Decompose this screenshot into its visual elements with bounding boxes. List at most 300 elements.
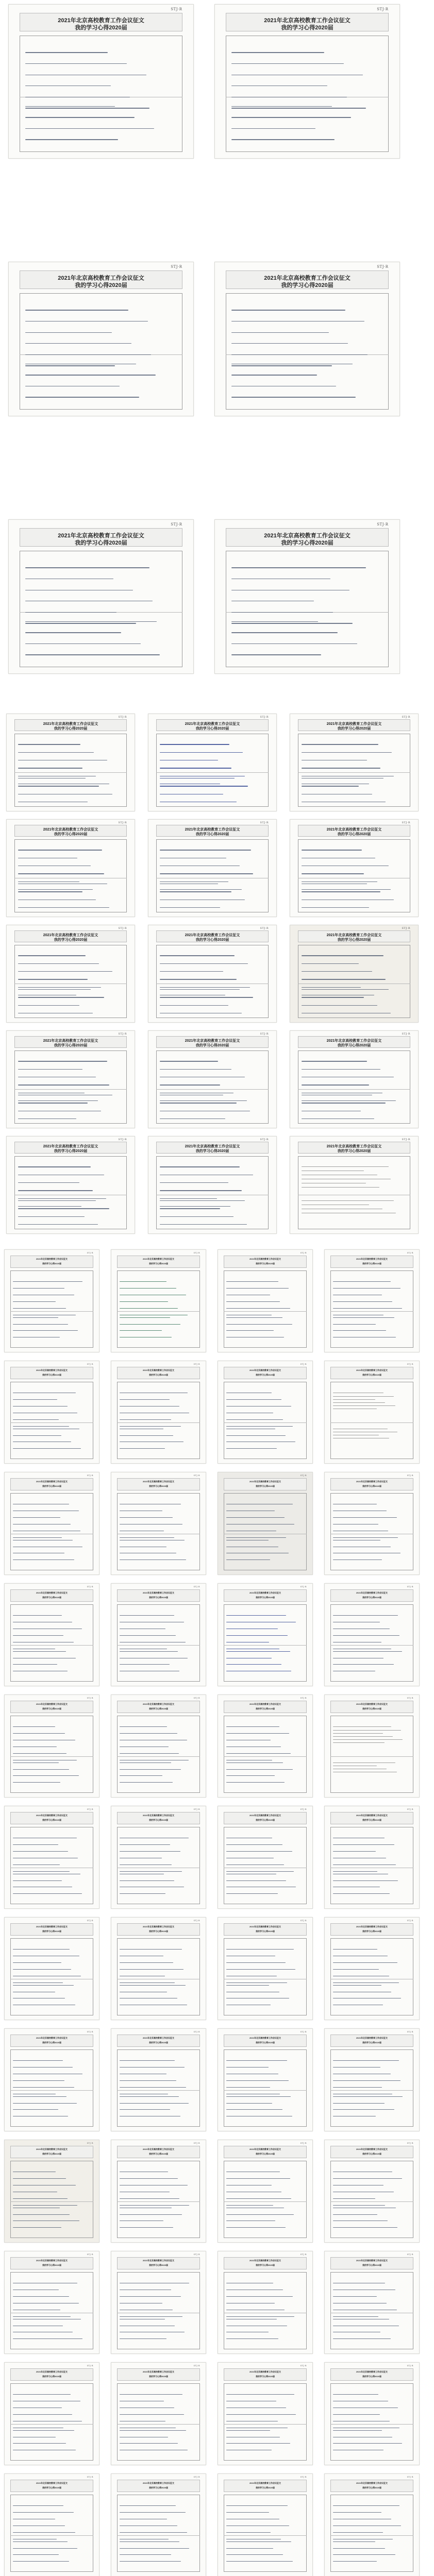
handwriting-stroke: [25, 654, 160, 655]
handwriting-stroke: [18, 891, 82, 892]
handwritten-answer: [18, 884, 122, 907]
handwriting-stroke: [231, 654, 321, 655]
form-subtitle: 我的学习心得2020届: [256, 1819, 275, 1822]
handwritten-answer: [226, 1393, 303, 1421]
worksheet-page: [4, 2140, 99, 2243]
section-divider: [10, 1311, 93, 1312]
handwriting-stroke: [333, 1402, 385, 1403]
school-logo: STJ·R: [300, 2142, 307, 2144]
handwritten-answer: [120, 1949, 196, 1977]
handwritten-answer: [18, 1200, 122, 1224]
school-logo: STJ·R: [193, 2030, 201, 2033]
handwriting-stroke: [226, 1982, 287, 1983]
handwritten-answer: [18, 955, 122, 982]
school-logo: STJ·R: [407, 1808, 414, 1810]
school-logo: STJ·R: [193, 2142, 201, 2144]
handwriting-stroke: [333, 2080, 400, 2081]
school-logo: STJ·R: [407, 1363, 414, 1365]
handwriting-stroke: [120, 2103, 188, 2104]
worksheet-page: [111, 1694, 206, 1798]
handwriting-stroke: [120, 1317, 170, 1318]
handwriting-stroke: [302, 963, 358, 964]
handwritten-answer: [120, 1874, 196, 1899]
form-subtitle: 我的学习心得2020届: [195, 938, 229, 942]
handwritten-answer: [333, 2505, 409, 2534]
handwriting-stroke: [333, 1851, 376, 1852]
handwriting-stroke: [120, 1435, 173, 1436]
handwriting-stroke: [120, 1871, 181, 1872]
section-divider: [10, 2535, 93, 2536]
school-logo: STJ·R: [407, 2142, 414, 2144]
worksheet-page: [218, 1917, 313, 2020]
form-title-box: [330, 2146, 413, 2158]
handwriting-stroke: [13, 1537, 62, 1538]
form-subtitle: 我的学习心得2020届: [195, 1149, 229, 1153]
handwriting-stroke: [226, 1651, 290, 1652]
handwriting-stroke: [333, 1742, 384, 1743]
school-logo: STJ·R: [193, 1363, 201, 1365]
handwritten-answer: [18, 1061, 122, 1088]
handwriting-stroke: [231, 632, 338, 633]
handwritten-answer: [120, 2283, 196, 2311]
handwritten-answer: [226, 2208, 303, 2232]
worksheet-page: [111, 2251, 206, 2354]
form-subtitle: 我的学习心得2020届: [54, 832, 88, 836]
handwriting-stroke: [25, 128, 154, 129]
handwriting-stroke: [120, 1308, 178, 1309]
form-subtitle: 我的学习心得2020届: [362, 1596, 381, 1599]
handwritten-answer: [13, 2060, 89, 2089]
handwriting-stroke: [226, 2394, 294, 2395]
school-logo: STJ·R: [402, 1032, 411, 1036]
handwriting-stroke: [226, 1426, 293, 1427]
section-divider: [117, 2424, 200, 2425]
handwriting-stroke: [226, 1753, 291, 1754]
handwriting-stroke: [160, 1216, 233, 1217]
school-logo: STJ·R: [193, 2364, 201, 2367]
handwriting-stroke: [226, 1308, 290, 1309]
school-logo: STJ·R: [193, 1808, 201, 1810]
handwriting-stroke: [120, 1448, 164, 1449]
handwriting-stroke: [333, 1762, 395, 1763]
handwritten-answer: [18, 989, 122, 1012]
school-logo: STJ·R: [300, 1585, 307, 1588]
section-divider: [117, 2535, 200, 2536]
handwriting-stroke: [120, 2512, 185, 2513]
form-title: 2021年北京高校教育工作会议征文: [249, 1257, 281, 1260]
section-divider: [298, 1089, 410, 1090]
form-subtitle: 我的学习心得2020届: [256, 1374, 275, 1377]
handwriting-stroke: [120, 1962, 173, 1963]
form-title: 2021年北京高校教育工作会议征文: [249, 1480, 281, 1483]
handwriting-stroke: [333, 2087, 382, 2088]
handwriting-stroke: [226, 1448, 277, 1449]
handwriting-stroke: [226, 1851, 292, 1852]
handwriting-stroke: [302, 1084, 369, 1085]
handwriting-stroke: [13, 1733, 65, 1734]
handwritten-answer: [302, 1166, 405, 1194]
handwriting-stroke: [25, 139, 118, 140]
form-title: 2021年北京高校教育工作会议征文: [36, 1368, 68, 1371]
handwriting-stroke: [333, 2414, 379, 2415]
handwriting-stroke: [13, 1517, 60, 1518]
handwriting-stroke: [231, 139, 335, 140]
section-divider: [330, 1645, 413, 1646]
handwriting-stroke: [13, 1949, 70, 1950]
worksheet-page: [4, 2028, 99, 2131]
handwriting-stroke: [120, 2178, 178, 2179]
handwritten-answer: [333, 1393, 409, 1421]
handwriting-stroke: [226, 1775, 274, 1776]
handwriting-stroke: [226, 2512, 269, 2513]
handwriting-stroke: [226, 2548, 273, 2549]
worksheet-page: [218, 2028, 313, 2131]
handwriting-stroke: [333, 1308, 402, 1309]
handwritten-answer: [226, 1949, 303, 1977]
handwriting-stroke: [231, 354, 368, 355]
form-title: 2021年北京高校教育工作会议征文: [58, 275, 144, 282]
handwriting-stroke: [333, 1664, 393, 1665]
handwritten-answer: [13, 1281, 89, 1310]
handwriting-stroke: [333, 1324, 376, 1325]
handwriting-stroke: [226, 1615, 286, 1616]
form-subtitle: 我的学习心得2020届: [42, 1819, 61, 1822]
form-title: 2021年北京高校教育工作会议征文: [43, 1039, 98, 1043]
form-title-box: [330, 1367, 413, 1379]
section-divider: [117, 2201, 200, 2202]
handwriting-stroke: [13, 2178, 65, 2179]
handwritten-answer: [160, 744, 263, 771]
handwriting-stroke: [13, 1308, 65, 1309]
form-title: 2021年北京高校教育工作会议征文: [356, 1814, 388, 1817]
handwriting-stroke: [13, 2443, 65, 2444]
handwriting-stroke: [333, 1982, 398, 1983]
handwriting-stroke: [333, 2316, 378, 2317]
handwritten-answer: [120, 1615, 196, 1643]
handwriting-stroke: [120, 2227, 173, 2228]
handwriting-stroke: [120, 1949, 181, 1950]
handwritten-answer: [13, 2208, 89, 2232]
school-logo: STJ·R: [300, 1474, 307, 1477]
handwriting-stroke: [302, 1005, 377, 1006]
handwritten-answer: [226, 1429, 303, 1453]
form-title-box: [226, 13, 388, 31]
handwriting-stroke: [302, 1187, 379, 1188]
form-title: 2021年北京高校教育工作会议征文: [356, 2036, 388, 2039]
handwriting-stroke: [13, 1962, 61, 1963]
handwriting-stroke: [226, 2080, 288, 2081]
form-subtitle: 我的学习心得2020届: [54, 726, 88, 731]
form-title-box: [224, 1812, 307, 1824]
handwritten-answer: [160, 1166, 263, 1194]
handwriting-stroke: [13, 2096, 66, 2097]
handwriting-stroke: [120, 1769, 181, 1770]
handwriting-stroke: [25, 332, 112, 333]
handwriting-stroke: [226, 1769, 293, 1770]
handwritten-answer: [333, 2208, 409, 2232]
school-logo: STJ·R: [87, 1585, 94, 1588]
handwriting-stroke: [333, 2214, 377, 2215]
worksheet-page: [290, 714, 419, 811]
section-divider: [224, 1422, 307, 1423]
handwriting-stroke: [13, 2548, 77, 2549]
form-subtitle: 我的学习心得2020届: [256, 2375, 275, 2378]
school-logo: STJ·R: [407, 2030, 414, 2033]
section-divider: [10, 1756, 93, 1757]
worksheet-page: [111, 2362, 206, 2465]
handwriting-stroke: [226, 2060, 287, 2061]
form-title-box: [117, 1256, 200, 1268]
handwriting-stroke: [333, 1288, 400, 1289]
handwriting-stroke: [18, 1069, 82, 1070]
handwriting-stroke: [13, 2532, 75, 2533]
handwriting-stroke: [160, 1005, 228, 1006]
form-title: 2021年北京高校教育工作会议征文: [249, 2481, 281, 2484]
form-title: 2021年北京高校教育工作会议征文: [326, 1145, 382, 1149]
handwritten-answer: [302, 1095, 405, 1118]
handwriting-stroke: [302, 891, 380, 892]
handwriting-stroke: [120, 2109, 170, 2110]
school-logo: STJ·R: [193, 1474, 201, 1477]
worksheet-page: [218, 1806, 313, 1909]
handwriting-stroke: [160, 1182, 228, 1183]
worksheet-page: [218, 1694, 313, 1798]
handwriting-stroke: [13, 1871, 70, 1872]
handwriting-stroke: [18, 1190, 93, 1191]
form-title: 2021年北京高校教育工作会议征文: [326, 828, 382, 832]
school-logo: STJ·R: [260, 1032, 269, 1036]
handwriting-stroke: [13, 2554, 59, 2555]
handwriting-stroke: [13, 2430, 74, 2431]
section-divider: [224, 1311, 307, 1312]
worksheet-page: [324, 1917, 420, 2020]
handwritten-answer: [120, 1317, 196, 1342]
worksheet-page: [6, 714, 135, 811]
handwriting-stroke: [120, 2198, 179, 2199]
handwriting-stroke: [120, 1517, 172, 1518]
worksheet-page: [324, 1694, 420, 1798]
handwritten-answer: [13, 1317, 89, 1342]
handwriting-stroke: [333, 2205, 385, 2206]
handwritten-answer: [25, 52, 175, 95]
form-title: 2021年北京高校教育工作会议征文: [264, 18, 350, 24]
handwriting-stroke: [13, 1769, 69, 1770]
school-logo: STJ·R: [87, 1474, 94, 1477]
handwriting-stroke: [13, 1969, 71, 1970]
handwritten-answer: [120, 1504, 196, 1532]
form-title-box: [10, 1478, 93, 1490]
handwriting-stroke: [333, 2532, 382, 2533]
handwriting-stroke: [333, 1733, 382, 1734]
handwriting-stroke: [226, 2214, 293, 2215]
handwriting-stroke: [13, 2060, 62, 2061]
handwriting-stroke: [226, 1871, 293, 1872]
handwritten-answer: [231, 52, 381, 95]
handwriting-stroke: [18, 971, 112, 972]
handwriting-stroke: [13, 1775, 78, 1776]
form-title: 2021年北京高校教育工作会议征文: [356, 1257, 388, 1260]
form-subtitle: 我的学习心得2020届: [362, 1262, 381, 1265]
handwriting-stroke: [226, 1893, 277, 1894]
section-divider: [330, 2201, 413, 2202]
handwritten-answer: [226, 1726, 303, 1755]
form-subtitle: 我的学习心得2020届: [149, 1819, 168, 1822]
handwriting-stroke: [333, 2227, 397, 2228]
form-title: 2021年北京高校教育工作会议征文: [143, 2370, 174, 2373]
section-divider: [298, 772, 410, 773]
form-subtitle: 我的学习心得2020届: [42, 1930, 61, 1933]
section-divider: [117, 1756, 200, 1757]
form-title: 2021年北京高校教育工作会议征文: [143, 1702, 174, 1705]
handwritten-answer: [120, 1281, 196, 1310]
form-subtitle: 我的学习心得2020届: [42, 2264, 61, 2267]
handwriting-stroke: [120, 1733, 177, 1734]
worksheet-page: [4, 2362, 99, 2465]
form-title: 2021年北京高校教育工作会议征文: [356, 1702, 388, 1705]
handwritten-answer: [226, 1762, 303, 1787]
school-logo: STJ·R: [260, 821, 269, 825]
handwriting-stroke: [18, 1200, 96, 1201]
handwriting-stroke: [226, 1419, 283, 1420]
handwriting-stroke: [13, 1399, 57, 1400]
school-logo: STJ·R: [171, 7, 182, 12]
handwriting-stroke: [333, 1330, 386, 1331]
form-title: 2021年北京高校教育工作会议征文: [356, 1480, 388, 1483]
section-divider: [330, 1422, 413, 1423]
form-title-box: [14, 825, 127, 837]
form-title: 2021年北京高校教育工作会议征文: [249, 1591, 281, 1594]
handwritten-answer: [333, 1726, 409, 1755]
handwritten-answer: [13, 2319, 89, 2344]
form-title-box: [10, 1923, 93, 1936]
handwriting-stroke: [120, 2443, 178, 2444]
form-title-box: [117, 1367, 200, 1379]
handwriting-stroke: [226, 1635, 288, 1636]
handwriting-stroke: [13, 1615, 62, 1616]
form-title: 2021年北京高校教育工作会议征文: [356, 2370, 388, 2373]
form-title-box: [117, 1478, 200, 1490]
handwriting-stroke: [333, 2548, 385, 2549]
worksheet-page: [148, 1030, 277, 1128]
handwritten-answer: [302, 744, 405, 771]
handwriting-stroke: [226, 2198, 291, 2199]
handwriting-stroke: [333, 1726, 391, 1727]
handwritten-answer: [333, 1949, 409, 1977]
handwriting-stroke: [302, 987, 361, 988]
handwriting-stroke: [18, 1166, 91, 1167]
section-divider: [117, 2090, 200, 2091]
form-subtitle: 我的学习心得2020届: [75, 540, 127, 547]
handwriting-stroke: [226, 2532, 271, 2533]
form-subtitle: 我的学习心得2020届: [256, 1262, 275, 1265]
form-subtitle: 我的学习心得2020届: [149, 2153, 168, 2156]
handwritten-answer: [160, 989, 263, 1012]
handwriting-stroke: [160, 955, 235, 956]
form-title: 2021年北京高校教育工作会议征文: [36, 1480, 68, 1483]
handwriting-stroke: [18, 955, 86, 956]
form-title-box: [14, 930, 127, 942]
form-title: 2021年北京高校教育工作会议征文: [36, 1591, 68, 1594]
handwritten-answer: [160, 884, 263, 907]
section-divider: [330, 1311, 413, 1312]
school-logo: STJ·R: [193, 2253, 201, 2256]
section-divider: [224, 2201, 307, 2202]
form-subtitle: 我的学习心得2020届: [42, 1374, 61, 1377]
school-logo: STJ·R: [260, 927, 269, 930]
form-title: 2021年北京高校教育工作会议征文: [143, 1814, 174, 1817]
worksheet-page: [324, 2251, 420, 2354]
handwriting-stroke: [333, 1537, 398, 1538]
handwritten-answer: [231, 364, 381, 401]
form-subtitle: 我的学习心得2020届: [256, 2486, 275, 2489]
handwriting-stroke: [120, 1782, 172, 1783]
handwritten-answer: [333, 1615, 409, 1643]
school-logo: STJ·R: [377, 7, 389, 12]
handwriting-stroke: [333, 2103, 384, 2104]
form-title-box: [226, 528, 388, 547]
handwriting-stroke: [13, 1753, 66, 1754]
handwriting-stroke: [160, 1198, 216, 1199]
form-title-box: [156, 930, 269, 942]
school-logo: STJ·R: [87, 2364, 94, 2367]
form-subtitle: 我的学习心得2020届: [75, 282, 127, 289]
handwritten-answer: [226, 1874, 303, 1899]
handwriting-stroke: [120, 1851, 180, 1852]
handwritten-answer: [160, 955, 263, 982]
handwriting-stroke: [120, 1651, 178, 1652]
handwriting-stroke: [333, 1893, 390, 1894]
handwriting-stroke: [13, 1435, 61, 1436]
handwriting-stroke: [13, 1664, 57, 1665]
handwriting-stroke: [13, 1726, 55, 1727]
handwriting-stroke: [120, 2548, 189, 2549]
form-title: 2021年北京高校教育工作会议征文: [249, 1925, 281, 1928]
handwritten-answer: [13, 1838, 89, 1866]
handwriting-stroke: [302, 1200, 394, 1201]
form-subtitle: 我的学习心得2020届: [281, 25, 333, 31]
handwritten-answer: [18, 778, 122, 801]
form-subtitle: 我的学习心得2020届: [362, 1930, 381, 1933]
handwriting-stroke: [333, 2554, 395, 2555]
handwritten-answer: [333, 1317, 409, 1342]
handwriting-stroke: [333, 2060, 398, 2061]
form-title-box: [224, 1701, 307, 1713]
handwritten-answer: [302, 989, 405, 1012]
handwriting-stroke: [18, 1208, 109, 1209]
worksheet-page: [218, 1249, 313, 1352]
school-logo: STJ·R: [407, 2476, 414, 2478]
handwritten-answer: [231, 106, 381, 143]
form-title-box: [224, 2257, 307, 2269]
handwritten-answer: [333, 1504, 409, 1532]
handwriting-stroke: [13, 2214, 70, 2215]
handwritten-answer: [302, 778, 405, 801]
section-divider: [10, 2090, 93, 2091]
worksheet-page: [148, 819, 277, 917]
handwriting-stroke: [226, 1399, 281, 1400]
handwriting-stroke: [120, 2541, 179, 2542]
handwriting-stroke: [333, 1969, 379, 1970]
school-logo: STJ·R: [300, 1363, 307, 1365]
form-subtitle: 我的学习心得2020届: [42, 2375, 61, 2378]
handwritten-answer: [333, 2541, 409, 2566]
form-title-box: [20, 270, 182, 289]
worksheet-page: [324, 2473, 420, 2576]
worksheet-page: [290, 1136, 419, 1234]
handwriting-stroke: [13, 1985, 73, 1986]
form-title-box: [330, 1478, 413, 1490]
form-title-box: [10, 1589, 93, 1602]
